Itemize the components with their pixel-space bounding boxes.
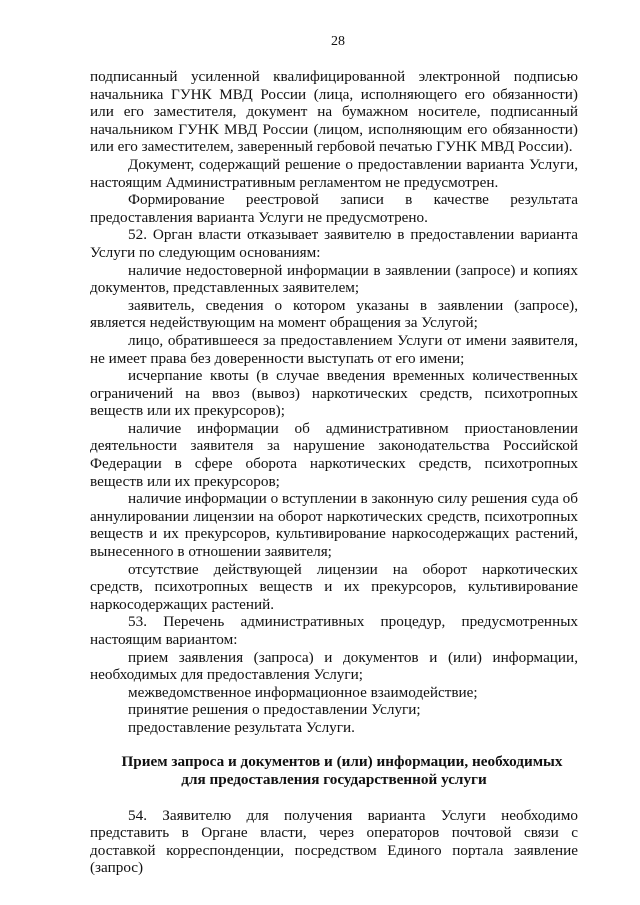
list-item: лицо, обратившееся за предоставлением Услуги от имени заявителя, не имеет права без доверенности выступать от его имени; <box>90 331 578 367</box>
section-heading-line-2: для предоставления государственной услуги <box>181 770 487 788</box>
paragraph-clause-52: 52. Орган власти отказывает заявителю в предоставлении варианта Услуги по следующим основаниям: <box>90 226 578 261</box>
body-text <box>90 68 578 737</box>
list-item: прием заявления (запроса) и документов и (или) информации, необходимых для предоставления Услуги; <box>90 648 578 684</box>
page-number: 28 <box>331 34 345 49</box>
paragraph-clause-54: 54. Заявителю для получения варианта Услуги необходимо представить в Органе власти, через операторов почтовой связи с доставкой корреспонденции, посредством Единого портала заявление (запрос) <box>90 806 578 877</box>
list-item: принятие решения о предоставлении Услуги; <box>128 701 421 719</box>
section-heading <box>90 753 578 789</box>
list-item: наличие информации о вступлении в законную силу решения суда об аннулировании лицензии на оборот наркотических средств, психотропных веществ и их прекурсоров, культивирование наркосодержащих растений, вынесенного в отношении заявителя; <box>90 490 578 561</box>
list-item: заявитель, сведения о котором указаны в заявлении (запросе), является недействующим на момент обращения за Услугой; <box>90 296 578 332</box>
body-text-closing <box>90 807 578 877</box>
list-item: отсутствие действующей лицензии на оборот наркотических средств, психотропных веществ и их прекурсоров, культивирование наркосодержащих растений. <box>90 560 578 613</box>
list-item: наличие информации об административном приостановлении деятельности заявителя за нарушение законодательства Российской Федерации в сфере оборота наркотических средств, психотропных веществ или их прекурсоров; <box>90 419 578 490</box>
list-item: наличие недостоверной информации в заявлении (запросе) и копиях документов, представленных заявителем; <box>90 261 578 297</box>
paragraph-continuation: подписанный усиленной квалифицированной электронной подписью начальника ГУНК МВД России (лица, исполняющего его обязанности) или его заместителя, документ на бумажном носителе, подписанный начальником ГУНК МВД России (лицом, исполняющим его обязанности) или его заместителем, заверенный гербовой печатью ГУНК МВД России). <box>90 68 578 156</box>
paragraph: Формирование реестровой записи в качестве результата предоставления варианта Услуги не предусмотрено. <box>90 191 578 226</box>
paragraph-clause-53: 53. Перечень административных процедур, предусмотренных настоящим вариантом: <box>90 613 578 648</box>
list-item: предоставление результата Услуги. <box>128 718 355 736</box>
list-item: межведомственное информационное взаимодействие; <box>128 683 478 701</box>
list-item: исчерпание квоты (в случае введения временных количественных ограничений на ввоз (вывоз) наркотических средств, психотропных веществ или их прекурсоров); <box>90 367 578 420</box>
section-heading-line-1: Прием запроса и документов и (или) информации, необходимых <box>121 752 563 770</box>
paragraph: Документ, содержащий решение о предоставлении варианта Услуги, настоящим Административным регламентом не предусмотрен. <box>90 155 578 191</box>
